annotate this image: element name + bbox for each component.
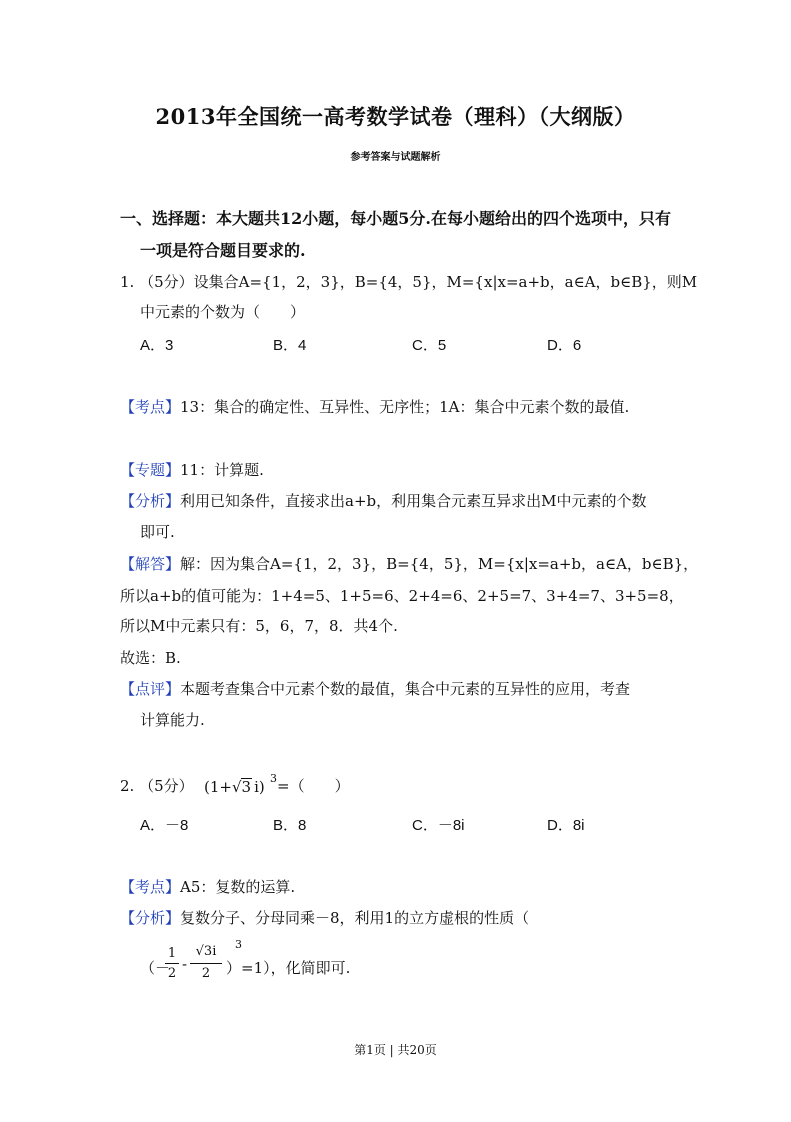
page-footer: 第1页 | 共20页 [354, 1043, 437, 1057]
q2-expr-open: (1+ [204, 778, 232, 796]
q1-option-a: A．3 [140, 337, 174, 354]
frac1-line [165, 963, 179, 964]
q1-option-d: D．6 [547, 337, 582, 354]
fenxi-text: 利用已知条件，直接求出a+b，利用集合元素互异求出M中元素的个数 [180, 492, 647, 510]
q1-option-c: C．5 [412, 337, 447, 354]
section-heading-line2: 一项是符合题目要求的. [140, 241, 306, 260]
q2-kaodian [120, 876, 295, 897]
section-heading-line1: 一、选择题：本大题共12小题，每小题5分.在每小题给出的四个选项中，只有 [120, 209, 671, 228]
jieda-text: 解：因为集合A={1，2，3}，B={4，5}，M={x|x=a+b，a∈A，b∈B}， [180, 555, 699, 573]
q2-expr-i: i) [254, 778, 265, 796]
q1-option-b: B．4 [273, 337, 307, 354]
frac-minus: - [182, 955, 188, 973]
page-title: 2013年全国统一高考数学试卷（理科）（大纲版） [155, 104, 636, 129]
q1-jieda-line2: 所以a+b的值可能为：1+4=5、1+5=6、2+4=6、2+5=7、3+4=7、3+5=8， [120, 587, 684, 605]
frac2-num: √3i [195, 944, 217, 959]
q1-jieda [120, 553, 698, 574]
kaodian-tag: 【考点】 [120, 878, 181, 896]
q2-option-b: B．8 [273, 817, 307, 834]
q1-jieda-line3: 所以M中元素只有：5，6，7，8．共4个. [120, 617, 398, 635]
q2-suffix: =（ ） [277, 777, 350, 795]
q1-stem-line1: 1. （5分）设集合A={1，2，3}，B={4，5}，M={x|x=a+b，a∈A，b∈B}，则M [120, 273, 698, 291]
kaodian-text: 13：集合的确定性、互异性、无序性；1A：集合中元素个数的最值. [180, 398, 630, 416]
q1-fenxi-line2: 即可. [140, 523, 175, 541]
q1-jieda-line4: 故选：B. [120, 649, 181, 667]
q2-option-a: A．－8 [140, 817, 189, 834]
frac1-num: 1 [167, 946, 177, 961]
frac1-den: 2 [167, 966, 177, 981]
q2-expr-power: 3 [270, 772, 277, 785]
fenxi-tag: 【分析】 [120, 909, 181, 927]
sqrt-sign: √ [232, 778, 242, 796]
jieda-tag: 【解答】 [120, 555, 181, 573]
q1-dianping-line2: 计算能力. [140, 711, 205, 729]
q2-fenxi [120, 907, 529, 928]
q2-option-d: D．8i [547, 817, 585, 834]
q1-dianping [120, 678, 630, 699]
zhuanti-text: 11：计算题. [180, 461, 264, 479]
kaodian-tag: 【考点】 [120, 398, 181, 416]
fenxi-text: 复数分子、分母同乘－8，利用1的立方虚根的性质（ [180, 909, 530, 927]
q2-fenxi-tail: =1），化简即可. [241, 959, 351, 977]
frac-close: ） [226, 959, 242, 977]
q1-fenxi [120, 490, 647, 511]
q2-option-c: C．－8i [412, 817, 465, 834]
q1-kaodian [120, 396, 629, 417]
q2-expr-sqrt: 3 [241, 778, 252, 796]
zhuanti-tag: 【专题】 [120, 461, 181, 479]
q1-zhuanti [120, 459, 264, 480]
frac-open: （－ [140, 959, 171, 977]
frac2-line [190, 963, 222, 964]
q2-expression [204, 778, 265, 796]
frac2-den: 2 [201, 966, 211, 981]
q2-prefix: 2. （5分） [120, 777, 194, 795]
kaodian-text: A5：复数的运算. [180, 878, 296, 896]
q1-stem-line2: 中元素的个数为（ ） [140, 303, 306, 321]
page-subtitle: 参考答案与试题解析 [350, 152, 441, 163]
dianping-tag: 【点评】 [120, 680, 181, 698]
fenxi-tag: 【分析】 [120, 492, 181, 510]
frac-power: 3 [235, 938, 242, 951]
dianping-text: 本题考查集合中元素个数的最值，集合中元素的互异性的应用，考查 [180, 680, 631, 698]
